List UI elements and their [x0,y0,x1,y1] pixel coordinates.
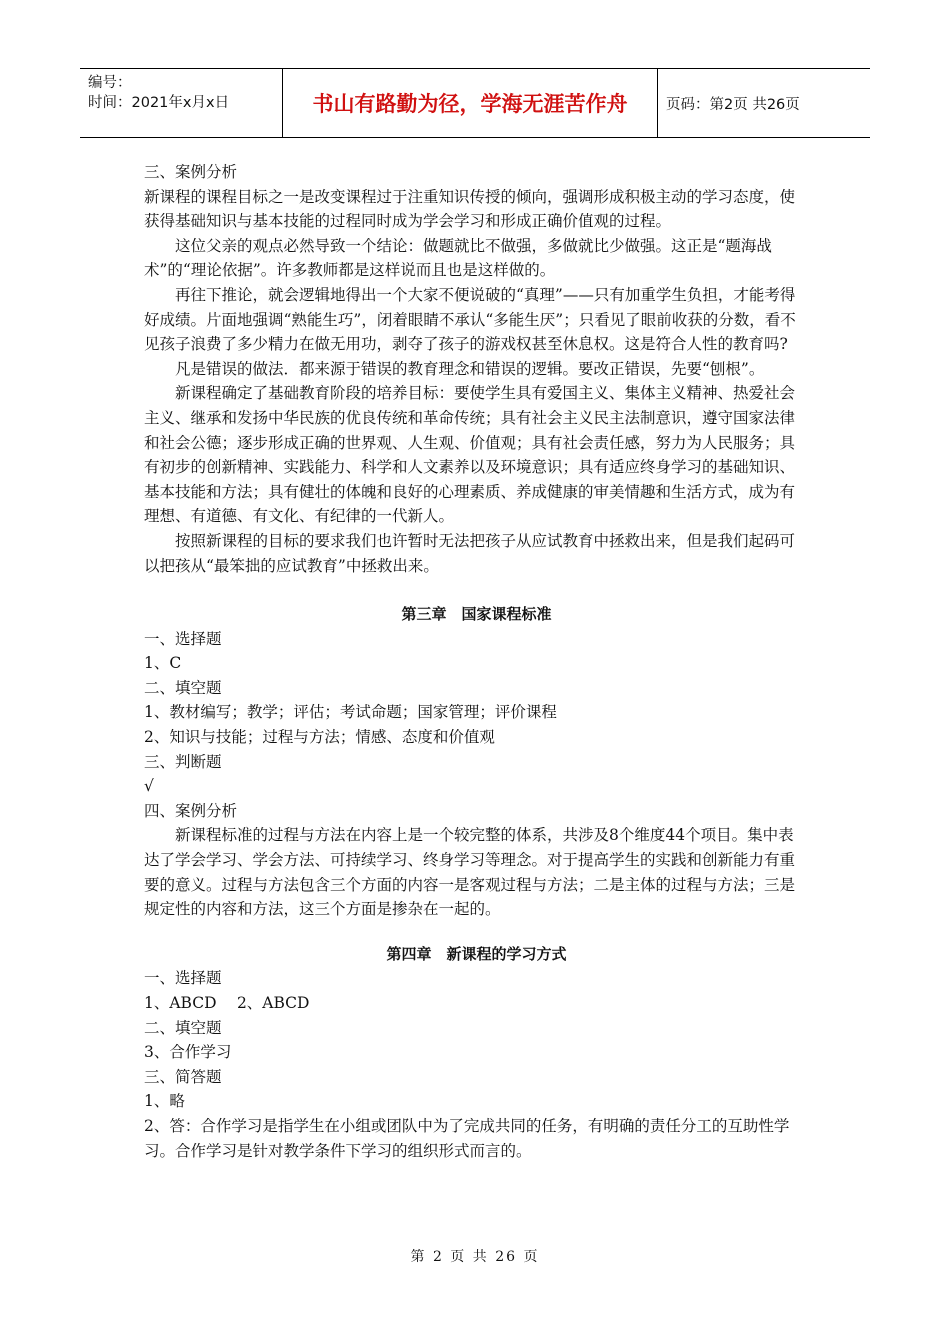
paragraph: 按照新课程的目标的要求我们也许暂时无法把孩子从应试教育中拯救出来，但是我们起码可以把孩从“最笨拙的应试教育”中拯救出来。 [144,531,796,575]
paragraph: 新课程的课程目标之一是改变课程过于注重知识传授的倾向，强调形成积极主动的学习态度，使获得基础知识与基本技能的过程同时成为学会学习和形成正确价值观的过程。 [144,187,796,231]
list-item: 3、合作学习 [144,1043,232,1062]
paragraph: 这位父亲的观点必然导致一个结论：做题就比不做强，多做就比少做强。这正是“题海战术”的“理论依据”。许多教师都是这样说而且也是这样做的。 [144,236,772,280]
number-label: 编号： [88,75,132,91]
list-item: 三、判断题 [144,752,222,771]
paragraph: 凡是错误的做法．都来源于错误的教育理念和错误的逻辑。要改正错误，先要“刨根”。 [175,359,765,378]
list-item: 1、C [144,654,182,673]
list-item: 二、填空题 [144,1018,222,1037]
list-item: 一、选择题 [144,969,222,988]
list-item: 一、选择题 [144,629,222,648]
page-footer: 第 2 页 共 26 页 [410,1249,540,1265]
list-item: 三、简答题 [144,1067,222,1086]
paragraph: 新课程标准的过程与方法在内容上是一个较完整的体系，共涉及8个维度44个项目。集中表达了学会学习、学会方法、可持续学习、终身学习等理念。对于提高学生的实践和创新能力有重要的意义。过程与方法包含三个方面的内容一是客观过程与方法；二是主体的过程与方法；三是规定性的内容和方法，这三个方面是掺杂在一起的。 [144,826,796,919]
section-heading: 三、案例分析 [144,163,238,181]
list-item: √ [144,777,154,796]
list-item: 1、ABCD 2、ABCD [144,994,310,1012]
list-item: 1、略 [144,1092,185,1111]
header-page-info: 页码：第2页 共26页 [666,96,800,113]
list-item: 四、案例分析 [144,801,238,820]
header-left [80,69,282,137]
paragraph: 新课程确定了基础教育阶段的培养目标：要使学生具有爱国主义、集体主义精神、热爱社会主义、继承和发扬中华民族的优良传统和革命传统；具有社会主义民主法制意识，遵守国家法律和社会公德；逐步形成正确的世界观、人生观、价值观；具有社会责任感，努力为人民服务；具有初步的创新精神、实践能力、科学和人文素养以及环境意识；具有适应终身学习的基础知识、基本技能和方法；具有健壮的体魄和良好的心理素质、养成健康的审美情趣和生活方式，成为有理想、有道德、有文化、有纪律的一代新人。 [144,384,796,526]
chapter-title: 第三章 国家课程标准 [401,605,552,624]
paragraph: 再往下推论，就会逻辑地得出一个大家不便说破的“真理”——只有加重学生负担，才能考得好成绩。片面地强调“熟能生巧”，闭着眼睛不承认“多能生厌”；只看见了眼前收获的分数，看不见孩子浪费了多少精力在做无用功，剥夺了孩子的游戏权甚至休息权。这是符合人性的教育吗? [144,285,796,354]
document-body [144,160,809,1163]
list-item: 二、填空题 [144,678,222,697]
list-item: 2、知识与技能；过程与方法；情感、态度和价值观 [144,728,495,747]
date-label: 时间：2021年x月x日 [88,95,230,111]
header-motto: 书山有路勤为径，学海无涯苦作舟 [282,69,658,137]
chapter-title: 第四章 新课程的学习方式 [386,944,567,963]
page-header [80,68,870,138]
list-item: 1、教材编写；教学；评估；考试命题；国家管理；评价课程 [144,703,557,722]
paragraph: 2、答：合作学习是指学生在小组或团队中为了完成共同的任务，有明确的责任分工的互助性学习。合作学习是针对教学条件下学习的组织形式而言的。 [144,1116,790,1160]
